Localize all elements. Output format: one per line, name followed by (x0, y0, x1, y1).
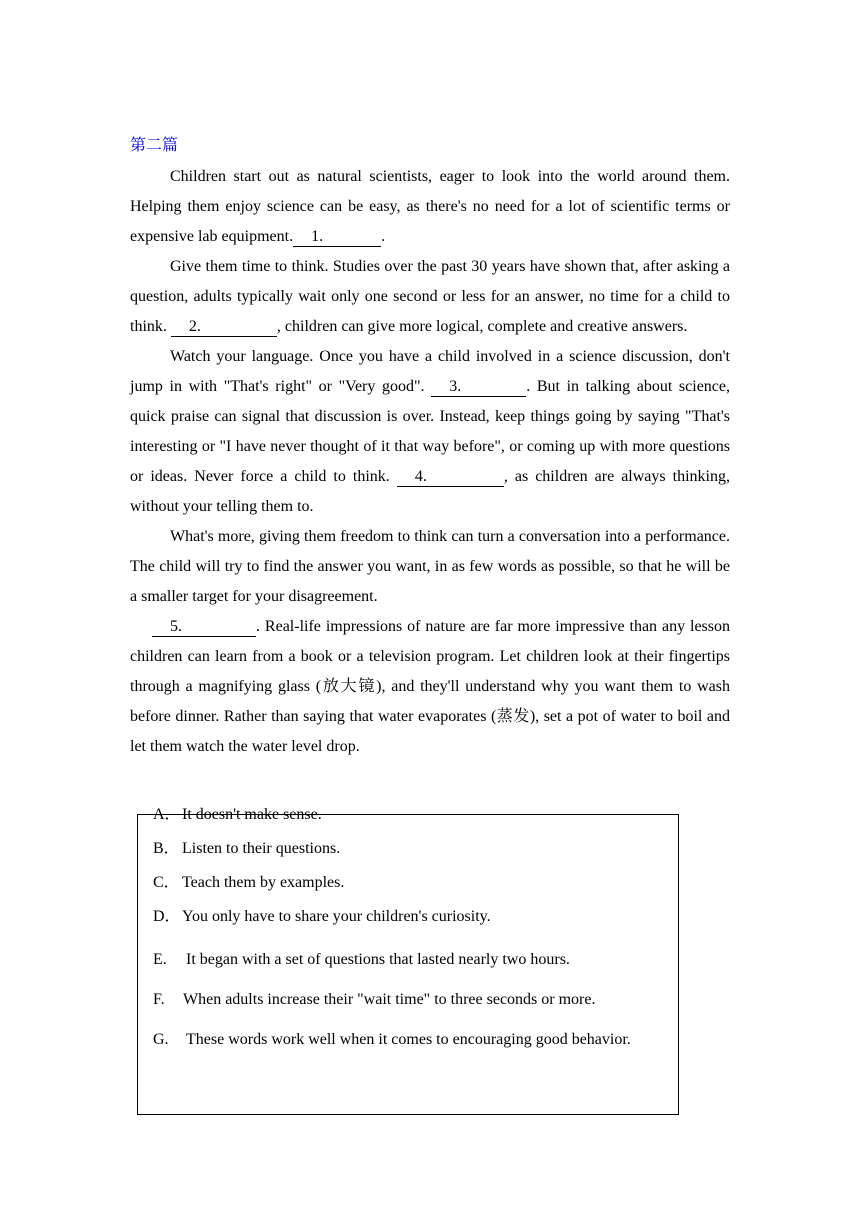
paragraph-text: . (381, 228, 386, 245)
paragraph-1 (130, 162, 730, 252)
option-letter: C． (153, 874, 180, 891)
section-title: 第二篇 (130, 135, 179, 154)
option-letter: A． (153, 806, 181, 823)
answer-blank-4[interactable]: 4. (397, 468, 504, 487)
paragraph-text: . But in talking about science, quick praise can signal that discussion is over. Instead, keep things going by saying "That's interesting or "I have never thought of it that way before", or coming up with more questions or ideas. Never force a child to think. (130, 378, 731, 485)
answer-blank-3[interactable]: 3. (431, 378, 526, 397)
option-b[interactable] (153, 839, 340, 859)
option-f[interactable] (153, 990, 595, 1010)
option-text: Listen to their questions. (182, 840, 341, 857)
option-letter: D． (153, 908, 181, 925)
paragraph-text: Watch your language. Once you have a child involved in a science discussion, don't jump in with "That's right" or "Very good". (130, 348, 730, 395)
option-text: When adults increase their "wait time" to three seconds or more. (183, 991, 596, 1008)
option-letter: E. (153, 951, 167, 968)
paragraph-5 (130, 612, 730, 762)
passage (130, 132, 730, 762)
option-e[interactable] (153, 950, 570, 970)
paragraph-text: Children start out as natural scientists, eager to look into the world around them. Helping them enjoy science can be easy, as there's no need for a lot of scientific terms or expensive lab equipment. (130, 168, 730, 245)
option-text: It doesn't make sense. (182, 806, 322, 823)
option-d[interactable] (153, 907, 491, 927)
paragraph-text: What's more, giving them freedom to think can turn a conversation into a performance. The child will try to find the answer you want, in as few words as possible, so that he will be a smaller target for your disagreement. (130, 528, 730, 605)
option-text: Teach them by examples. (182, 874, 345, 891)
option-letter: B． (153, 840, 180, 857)
answer-blank-2[interactable]: 2. (171, 318, 277, 337)
option-text: These words work well when it comes to encouraging good behavior. (186, 1031, 631, 1048)
option-c[interactable] (153, 873, 344, 893)
option-letter: F. (153, 991, 165, 1008)
paragraph-text: . Real-life impressions of nature are far more impressive than any lesson children can learn from a book or a television program. Let children look at their fingertips through a magnifying glass (放大镜), and they'll understand why you want them to wash before dinner. Rather than saying that water evaporates (蒸发), set a pot of water to boil and let them watch the water level drop. (130, 618, 730, 755)
option-text: You only have to share your children's curiosity. (182, 908, 491, 925)
paragraph-text: Give them time to think. Studies over the past 30 years have shown that, after asking a question, adults typically wait only one second or less for an answer, no time for a child to think. (130, 258, 730, 335)
paragraph-2 (130, 252, 730, 342)
option-g[interactable] (153, 1030, 631, 1050)
answer-blank-5[interactable]: 5. (152, 618, 256, 637)
option-text: It began with a set of questions that lasted nearly two hours. (186, 951, 570, 968)
paragraph-text: , children can give more logical, complete and creative answers. (276, 318, 688, 335)
paragraph-text: , as children are always thinking, without your telling them to. (130, 468, 731, 515)
options-box (137, 806, 679, 1115)
paragraph-4 (130, 522, 730, 612)
option-letter: G. (153, 1031, 169, 1048)
option-a[interactable] (153, 805, 322, 825)
paragraph-3 (130, 342, 730, 522)
answer-blank-1[interactable]: 1. (293, 228, 381, 247)
